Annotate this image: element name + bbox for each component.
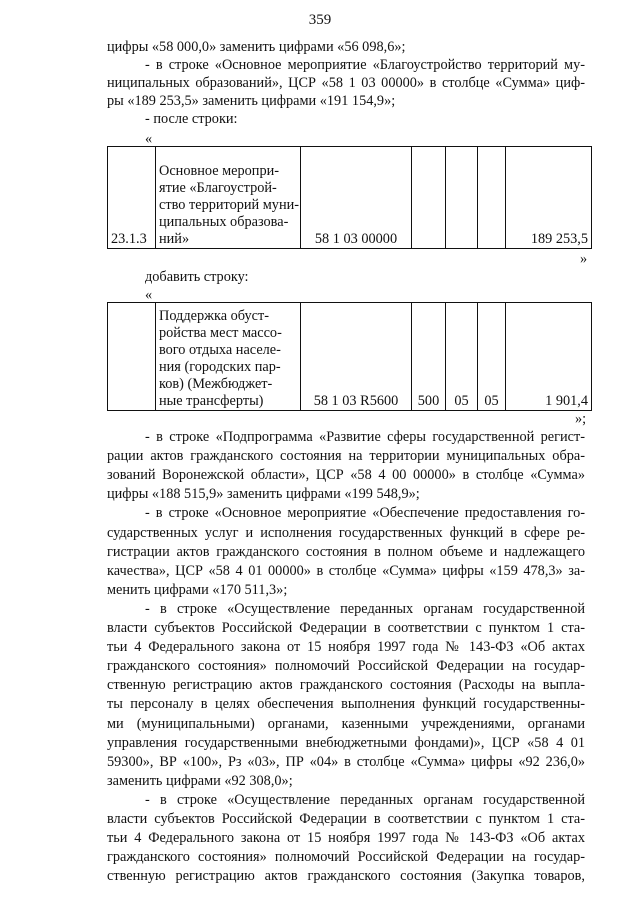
table1-name-line: ятие «Благоустрой- — [159, 180, 277, 196]
quote-open-2: « — [145, 287, 153, 303]
body-line: управления государственными внебюджетными фондами)», ЦСР «58 4 01 — [107, 734, 585, 751]
intro-line-2: - в строке «Основное мероприятие «Благоустройство территорий му- — [145, 57, 585, 73]
table-original-row — [107, 146, 592, 249]
body-line: ми (муниципальными) органами, казенными учреждениями, органами — [107, 715, 585, 732]
body-line: власти субъектов Российской Федерации в соответствии с пунктом 1 ста- — [107, 811, 585, 827]
table1-name-line: ство территорий муни- — [159, 197, 300, 213]
body-line: менить цифрами «170 511,3»; — [107, 581, 288, 598]
body-line: ты персоналу в целях обеспечения выполнения функций государственны- — [107, 696, 585, 713]
table1-rz — [446, 147, 478, 249]
table1-pr — [478, 147, 506, 249]
body-line: гражданского состояния» полномочий Российской Федерации на государ- — [107, 658, 585, 675]
intro-line-5: - после строки: — [145, 111, 238, 127]
body-line: власти субъектов Российской Федерации в соответствии с пунктом 1 ста- — [107, 620, 585, 636]
table2-name-line: ков) (Межбюджет- — [159, 376, 273, 392]
table2-sum: 1 901,4 — [506, 303, 592, 411]
body-line: - в строке «Подпрограмма «Развитие сферы государственной регист- — [145, 429, 585, 445]
intro-line-1: цифры «58 000,0» заменить цифрами «56 098,6»; — [107, 39, 406, 55]
quote-close-2: »; — [575, 411, 587, 427]
table2-name-line: ные трансферты) — [159, 393, 264, 409]
table2-name-line: Поддержка обуст- — [159, 308, 270, 324]
body-line: заменить цифрами «92 308,0»; — [107, 772, 293, 789]
body-line: тьи 4 Федерального закона от 15 ноября 1997 года № 143-ФЗ «Об актах — [107, 830, 585, 847]
body-line: ственную регистрацию актов гражданского состояния (Закупка товаров, — [107, 868, 585, 885]
table1-vr — [412, 147, 446, 249]
body-line: 59300», ВР «100», Рз «03», ПР «04» в столбце «Сумма» цифры «92 236,0» — [107, 753, 585, 770]
body-line: зований Воронежской области», ЦСР «58 4 00 00000» в столбце «Сумма» — [107, 467, 585, 484]
page-number: 359 — [308, 12, 332, 28]
table1-sum: 189 253,5 — [506, 147, 592, 249]
table1-name-line: Основное меропри- — [159, 163, 280, 179]
quote-close-1: » — [580, 251, 588, 267]
body-line: качества», ЦСР «58 4 01 00000» в столбце «Сумма» цифры «159 478,3» за- — [107, 562, 585, 579]
table1-name-line: ний» — [159, 231, 190, 247]
table2-vr: 500 — [412, 303, 446, 411]
add-row-label: добавить строку: — [145, 269, 249, 285]
body-line: - в строке «Основное мероприятие «Обеспечение предоставления го- — [145, 505, 585, 522]
table2-name-line: вого отдыха населе- — [159, 342, 281, 358]
body-line: - в строке «Осуществление переданных органам государственной — [145, 600, 585, 617]
table1-num: 23.1.3 — [108, 147, 156, 249]
table1-name-line: ципальных образова- — [159, 214, 289, 230]
table-added-row — [107, 302, 592, 411]
table2-name-line: ройства мест массо- — [159, 325, 282, 341]
table1-csr: 58 1 03 00000 — [301, 147, 412, 249]
table2-csr: 58 1 03 R5600 — [301, 303, 412, 411]
body-line: тьи 4 Федерального закона от 15 ноября 1997 года № 143-ФЗ «Об актах — [107, 639, 585, 656]
body-line: сударственных услуг и исполнения государственных функций в сфере ре- — [107, 524, 585, 541]
body-line: гражданского состояния» полномочий Российской Федерации на государ- — [107, 849, 585, 866]
table2-pr: 05 — [478, 303, 506, 411]
table2-num — [108, 303, 156, 411]
table1-name — [156, 147, 301, 249]
body-line: рации актов гражданского состояния на территории муниципальных обра- — [107, 448, 585, 465]
body-line: - в строке «Осуществление переданных органам государственной — [145, 791, 585, 808]
table2-rz: 05 — [446, 303, 478, 411]
intro-line-3: ниципальных образований», ЦСР «58 1 03 00000» в столбце «Сумма» циф- — [107, 75, 585, 91]
body-line: гистрации актов гражданского состояния в полном объеме и надлежащего — [107, 543, 585, 560]
table2-name — [156, 303, 301, 411]
intro-line-4: ры «189 253,5» заменить цифрами «191 154,9»; — [107, 93, 396, 109]
table2-name-line: ния (городских пар- — [159, 359, 281, 375]
body-line: цифры «188 515,9» заменить цифрами «199 548,9»; — [107, 486, 420, 503]
quote-open-1: « — [145, 131, 153, 147]
body-line: ственную регистрацию актов гражданского состояния (Расходы на выпла- — [107, 677, 585, 694]
